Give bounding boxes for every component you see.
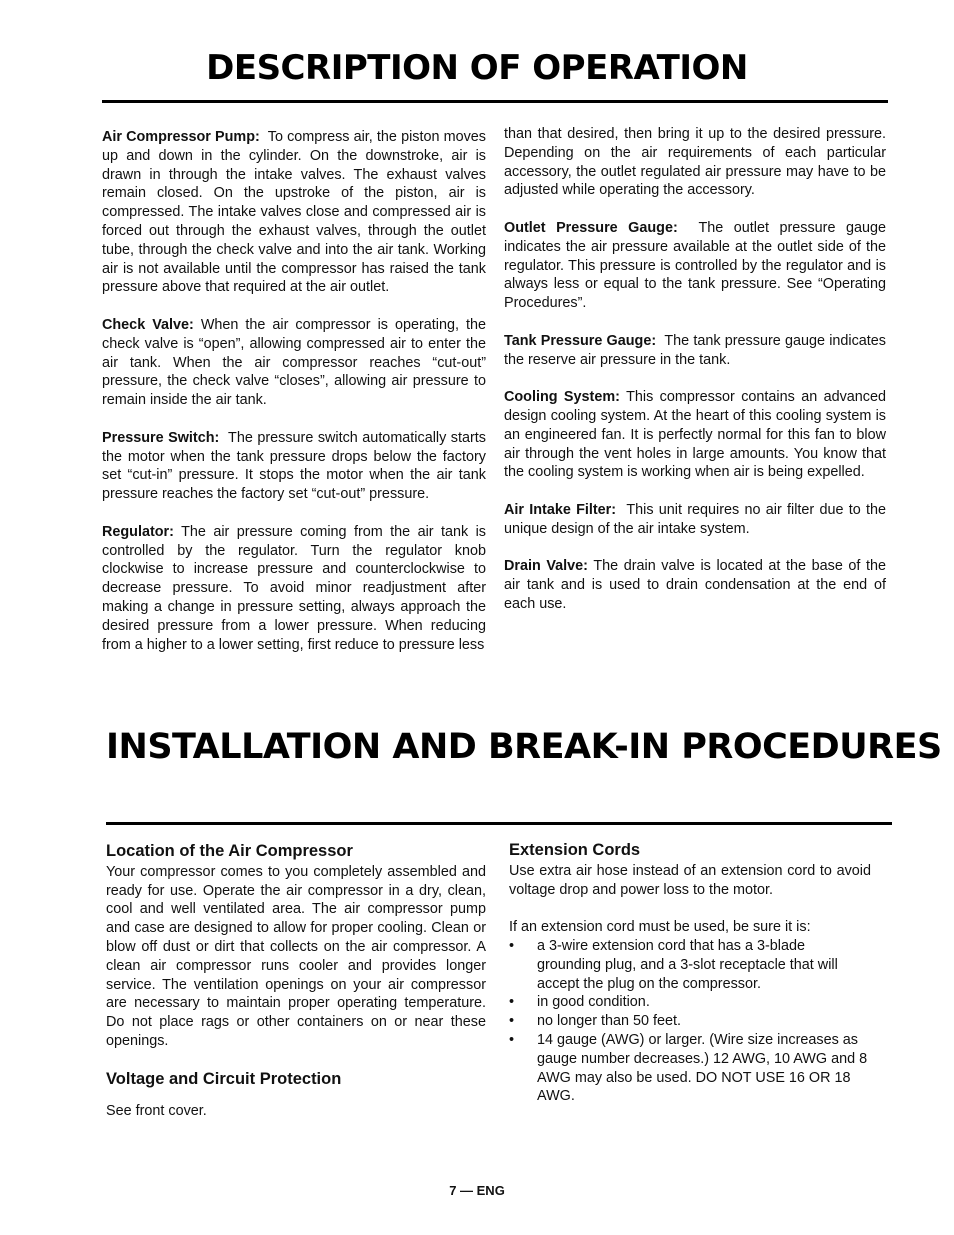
bullet-icon: •: [509, 937, 515, 954]
outlet-pressure-gauge-text: The outlet pressure gauge indicates the air pressure available at the outlet side of the regulator. This pressure is controlled by the regulator and is always less or equal to the tank pressure. See “Operating Procedures”.: [504, 219, 886, 312]
cooling-system-paragraph: [504, 388, 886, 482]
location-text: Your compressor comes to you completely assembled and ready for use. Operate the air compressor in a dry, clean, cool and well ventilated area. The air compressor pump and case are designed to allow for proper cooling. Clean or blow off dust or dirt that collects on the air compressor. A clean air compressor runs cooler and provides longer service. The ventilation openings on your air compressor are necessary to maintain proper operating temperature. Do not place rags or other containers on or near these openings.: [106, 863, 486, 1049]
check-valve-text: When the air compressor is operating, the check valve is “open”, allowing compressed air to enter the air tank. When the air compressor reaches “cut-out” pressure, the check valve “closes”, allowing air pressure to remain inside the air tank.: [102, 316, 487, 409]
pressure-switch-text: The pressure switch automatically starts the motor when the tank pressure drops below the factory set “cut-in” pressure. It stops the motor when the air tank pressure reaches the factory set “cut-out” pressure.: [102, 429, 486, 503]
air-compressor-pump-paragraph: [102, 128, 486, 297]
list-item: [509, 1012, 871, 1031]
pressure-switch-paragraph: [102, 429, 486, 504]
extension-intro-text: Use extra air hose instead of an extension cord to avoid voltage drop and power loss to the motor.: [509, 862, 871, 898]
tank-pressure-gauge-paragraph: [504, 332, 886, 370]
drain-valve-label: Drain Valve:: [504, 558, 588, 575]
drain-valve-text: The drain valve is located at the base of the air tank and is used to drain condensation at the end of each use.: [504, 558, 886, 612]
extension-lead-text: If an extension cord must be used, be sure it is:: [509, 919, 811, 936]
pressure-switch-label: Pressure Switch:: [102, 429, 220, 446]
title-rule: [102, 100, 888, 103]
air-intake-filter-label: Air Intake Filter:: [504, 501, 617, 518]
list-item-text: a 3-wire extension cord that has a 3-blade grounding plug, and a 3-slot receptacle that will accept the plug on the compressor.: [537, 937, 838, 992]
air-intake-filter-paragraph: [504, 501, 886, 539]
cooling-system-text: This compressor contains an advanced design cooling system. At the heart of this cooling system is an engineered fan. It is perfectly normal for this fan to blow air through the vent holes in large amounts. You know that the cooling system is working when air is being expelled.: [504, 389, 886, 481]
drain-valve-paragraph: [504, 557, 886, 613]
air-intake-filter-text: This unit requires no air filter due to the unique design of the air intake system.: [504, 501, 886, 537]
page-footer: 7 — ENG: [449, 1183, 505, 1198]
tank-pressure-gauge-label: Tank Pressure Gauge:: [504, 332, 657, 349]
bullet-icon: •: [509, 994, 515, 1011]
regulator-label: Regulator:: [102, 523, 174, 540]
regulator-continued-text: than that desired, then bring it up to the desired pressure. Depending on the air requirements of each particular accessory, the outlet regulated air pressure may have to be adjusted while operating the accessory.: [504, 126, 886, 199]
bullet-icon: •: [509, 1031, 515, 1048]
tank-pressure-gauge-text: The tank pressure gauge indicates the reserve air pressure in the tank.: [504, 332, 886, 368]
list-item: [509, 993, 871, 1012]
regulator-text: The air pressure coming from the air tank is controlled by the regulator. Turn the regulator knob clockwise to increase pressure and counterclockwise to decrease pressure. To avoid minor readjustment after making a change in pressure setting, always approach the desired pressure from a lower pressure. When reducing from a higher to a lower setting, first reduce to pressure less: [102, 523, 486, 653]
check-valve-paragraph: [102, 316, 486, 410]
location-heading: Location of the Air Compressor: [106, 842, 353, 860]
installation-left-column: [106, 842, 486, 1140]
list-item: [509, 937, 871, 993]
regulator-continued-paragraph: [504, 125, 886, 200]
bullet-icon: •: [509, 1013, 515, 1030]
page-title-installation: INSTALLATION AND BREAK-IN PROCEDURES: [106, 727, 942, 767]
description-left-column: [102, 128, 486, 673]
page-title-description: DESCRIPTION OF OPERATION: [206, 48, 748, 88]
description-right-column: [504, 125, 886, 633]
list-item: [509, 1031, 871, 1106]
list-item-text: 14 gauge (AWG) or larger. (Wire size increases as gauge number decreases.) 12 AWG, 10 AWG and 8 AWG may also be used. DO NOT USE 16 OR 18 AWG.: [537, 1031, 868, 1105]
check-valve-label: Check Valve:: [102, 316, 194, 333]
cooling-system-label: Cooling System:: [504, 389, 620, 406]
extension-requirements-list: [509, 937, 871, 1106]
voltage-text: See front cover.: [106, 1103, 207, 1120]
list-item-text: in good condition.: [537, 994, 650, 1011]
installation-right-column: [509, 841, 871, 1106]
extension-cords-heading: Extension Cords: [509, 841, 641, 859]
outlet-pressure-gauge-label: Outlet Pressure Gauge:: [504, 219, 678, 236]
air-compressor-pump-label: Air Compressor Pump:: [102, 129, 260, 145]
list-item-text: no longer than 50 feet.: [537, 1013, 682, 1030]
air-compressor-pump-text: To compress air, the piston moves up and down in the cylinder. On the downstroke, air is drawn in through the intake valves. The exhaust valves remain closed. On the upstroke of the piston, air is compressed. The intake valves close and compressed air is forced out through the exhaust valves, through the outlet tube, through the check valve and into the air tank. Working air is not available until the compressor has raised the tank pressure above that required at the air outlet.: [102, 129, 486, 296]
regulator-paragraph: [102, 523, 486, 655]
section-rule: [106, 822, 892, 825]
voltage-heading: Voltage and Circuit Protection: [106, 1069, 342, 1088]
outlet-pressure-gauge-paragraph: [504, 219, 886, 313]
